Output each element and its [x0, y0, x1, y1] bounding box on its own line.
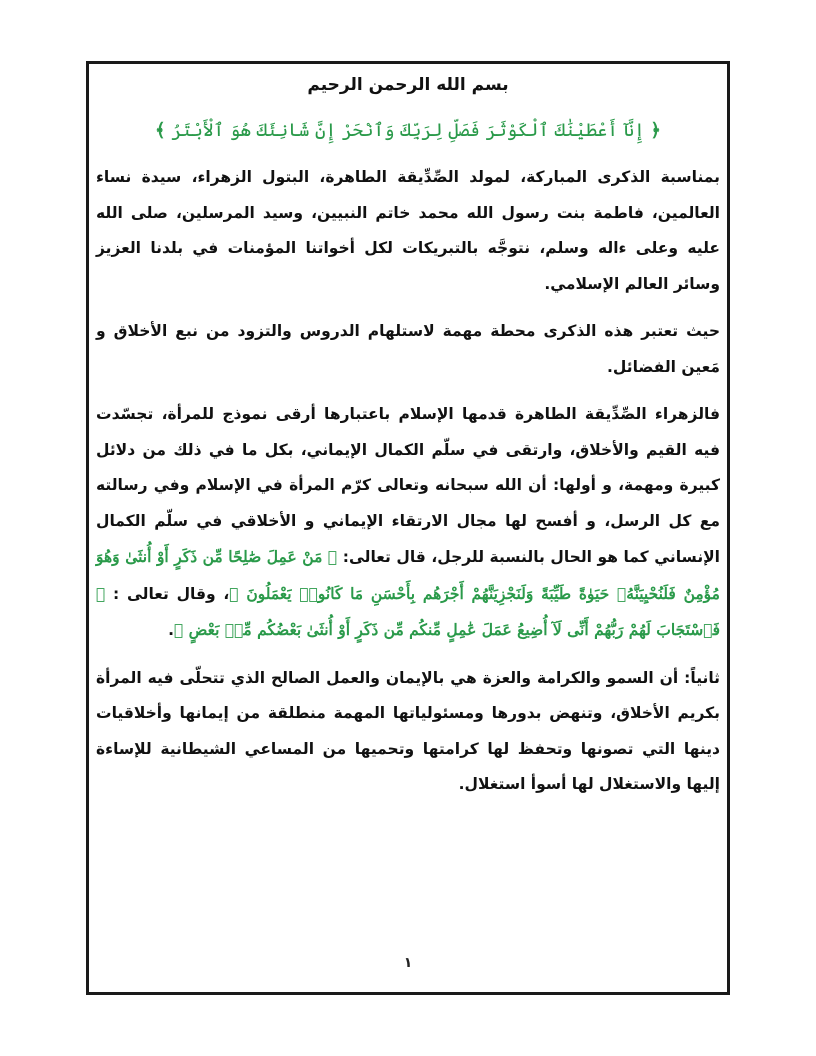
- page-number: ١: [403, 955, 413, 971]
- paragraph-zahra: [96, 397, 720, 649]
- verse-close-bracket: ﴾: [155, 120, 166, 141]
- verse-text: إِنَّآ أَعْطَيْنَٰكَ ٱلْكَوْثَرَ فَصَلِّ لِرَبِّكَ وَٱنْحَرْ إِنَّ شَانِئَكَ هُوَ ٱلْأَبْتَرُ: [171, 120, 645, 141]
- quran-verse-1: ﴿ مَنْ عَمِلَ صَٰلِحًا مِّن ذَكَرٍ أَوْ أُنثَىٰ وَهُوَ مُؤْمِنٌ فَلَنُحْيِيَنَّهُۥ حَيَوٰةً طَيِّبَةً وَلَنَجْزِيَنَّهُمْ أَجْرَهُم بِأَحْسَنِ مَا كَانُوا۟ يَعْمَلُونَ ﴾: [96, 547, 720, 603]
- paragraph-second-point: [96, 661, 720, 803]
- second-point-text: أن السمو والكرامة والعزة هي بالإيمان والعمل الصالح الذي تتحلّى فيه المرأة بكريم الأخلاق، وتنهض بدورها ومسئولياتها المهمة منطلقة من إيمانها وأخلاقيات دينها التي تصونها وتحفظ لها كرامتها وتحميها من المساعي الشيطانية للإساءة إليها والاستغلال لها أسوأ استغلال.: [96, 668, 720, 793]
- paragraph-occasion: حيث تعتبر هذه الذكرى محطة مهمة لاستلهام الدروس والتزود من نبع الأخلاق و مَعين الفضائل.: [96, 322, 720, 376]
- first-point-label: و أولها:: [552, 476, 612, 494]
- paragraph-zahra-end: .: [168, 621, 174, 639]
- document-body: [96, 70, 720, 815]
- quran-verse-2: ﴿ فَٱسْتَجَابَ لَهُمْ رَبُّهُمْ أَنِّى لَآ أُضِيعُ عَمَلَ عَٰمِلٍ مِّنكُم مِّن ذَكَرٍ أَوْ أُنثَىٰ بَعْضُكُم مِّنۢ بَعْضٍ ﴾: [96, 583, 720, 639]
- basmala-heading: بسم الله الرحمن الرحيم: [307, 75, 509, 95]
- said-almighty-1: قال تعالى:: [342, 548, 426, 566]
- first-point-text: أن الله سبحانه وتعالى كرّم المرأة في الإسلام وفي رسالته مع كل الرسل، و أفسح لها مجال الارتقاء الإيماني و الأخلاقي في سلّم الكمال الإنساني كما هو الحال بالنسبة للرجل،: [96, 476, 720, 566]
- opening-quran-verse: [96, 116, 720, 146]
- said-almighty-2: ، وقال تعالى :: [113, 584, 230, 603]
- second-point-label: ثانياً:: [684, 668, 720, 687]
- paragraph-zahra-intro: فالزهراء الصِّدِّيقة الطاهرة قدمها الإسلام باعتبارها أرقى نموذج للمرأة، تجسّدت فيه القيم والأخلاق، وارتقى في سلّم الكمال الإيماني، بكل ما في ذلك من دلائل كبيرة ومهمة،: [96, 405, 721, 494]
- verse-open-bracket: ﴿: [650, 120, 661, 141]
- paragraph-congratulations: بمناسبة الذكرى المباركة، لمولد الصِّدِّيقة الطاهرة، البتول الزهراء، سيدة نساء العالمين، فاطمة بنت رسول الله محمد خاتم النبيين، وسيد المرسلين، صلى الله عليه وعلى ءاله وسلم، نتوجَّه بالتبريكات لكل أخواتنا المؤمنات في بلدنا العزيز وسائر العالم الإسلامي.: [96, 168, 720, 293]
